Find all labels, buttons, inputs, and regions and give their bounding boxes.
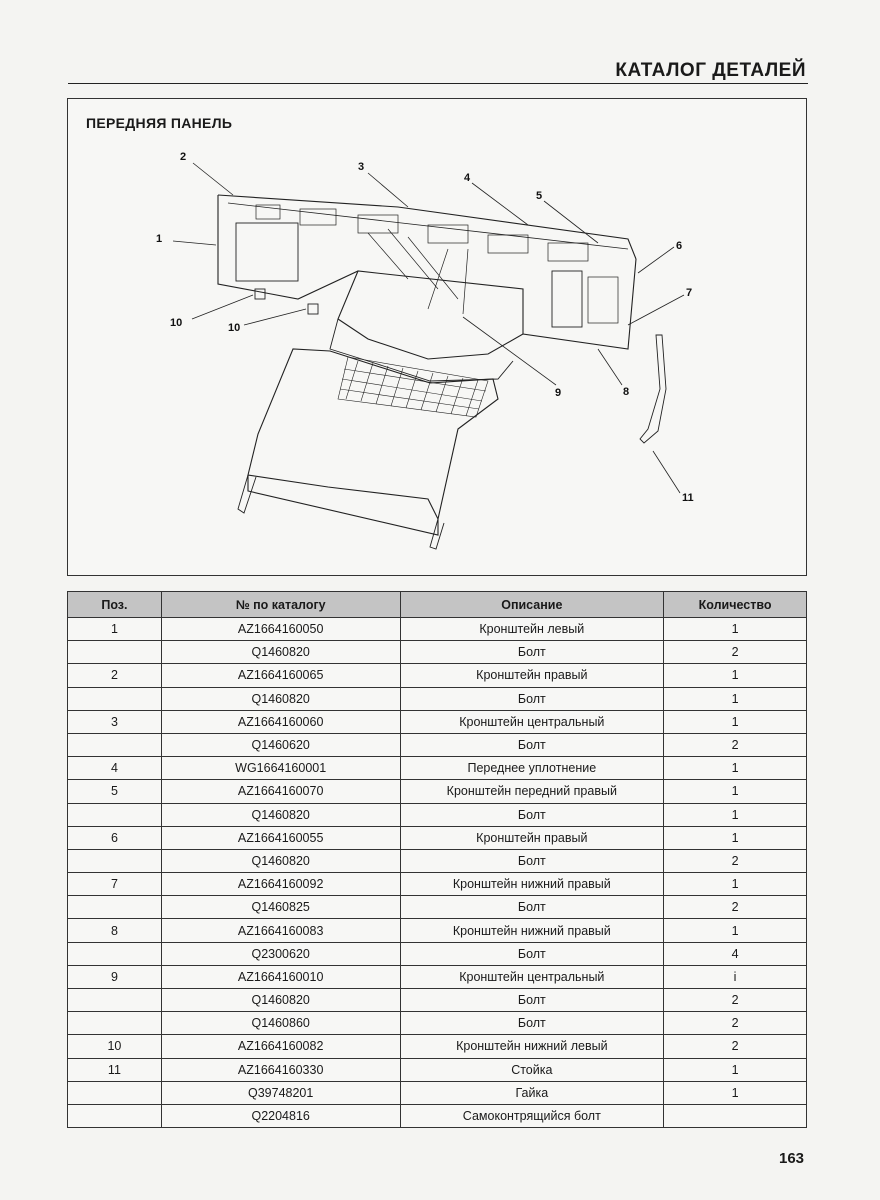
cell-position bbox=[68, 641, 162, 664]
floor-front-edge bbox=[248, 475, 438, 535]
cell-catalog-number: Q1460820 bbox=[161, 803, 400, 826]
table-row bbox=[68, 1012, 807, 1035]
cell-catalog-number: WG1664160001 bbox=[161, 757, 400, 780]
table-row bbox=[68, 664, 807, 687]
cell-catalog-number: AZ1664160070 bbox=[161, 780, 400, 803]
cell-quantity: 1 bbox=[664, 757, 807, 780]
cell-catalog-number: Q39748201 bbox=[161, 1081, 400, 1104]
center-tunnel bbox=[338, 271, 523, 359]
cell-position: 7 bbox=[68, 873, 162, 896]
table-row bbox=[68, 641, 807, 664]
leader-lines bbox=[173, 163, 684, 493]
front-panel-diagram bbox=[68, 99, 806, 575]
dashboard-lower-edge bbox=[218, 195, 636, 349]
cell-quantity: 1 bbox=[664, 780, 807, 803]
table-row bbox=[68, 733, 807, 756]
table-row bbox=[68, 873, 807, 896]
cell-quantity: 1 bbox=[664, 710, 807, 733]
cell-catalog-number: Q1460860 bbox=[161, 1012, 400, 1035]
table-row bbox=[68, 965, 807, 988]
column-header-position: Поз. bbox=[68, 592, 162, 618]
cell-quantity: 1 bbox=[664, 1081, 807, 1104]
table-row bbox=[68, 919, 807, 942]
cell-description: Кронштейн передний правый bbox=[400, 780, 664, 803]
cell-catalog-number: Q1460620 bbox=[161, 733, 400, 756]
page-header-title: КАТАЛОГ ДЕТАЛЕЙ bbox=[615, 60, 806, 81]
table-header-row bbox=[68, 592, 807, 618]
cell-position: 4 bbox=[68, 757, 162, 780]
cell-description: Болт bbox=[400, 849, 664, 872]
dashboard-details bbox=[256, 205, 618, 323]
cell-quantity: 2 bbox=[664, 641, 807, 664]
cell-catalog-number: Q1460820 bbox=[161, 641, 400, 664]
cell-catalog-number: AZ1664160050 bbox=[161, 618, 400, 641]
left-skirt bbox=[238, 475, 256, 513]
cell-position bbox=[68, 1012, 162, 1035]
callout-1: 1 bbox=[156, 233, 163, 245]
cell-catalog-number: Q2300620 bbox=[161, 942, 400, 965]
cell-description: Самоконтрящийся болт bbox=[400, 1104, 664, 1127]
callout-10a: 10 bbox=[170, 317, 183, 329]
cell-description: Переднее уплотнение bbox=[400, 757, 664, 780]
cell-description: Кронштейн правый bbox=[400, 826, 664, 849]
cell-quantity: 2 bbox=[664, 733, 807, 756]
cell-description: Болт bbox=[400, 733, 664, 756]
callout-11: 11 bbox=[682, 492, 694, 504]
floor-outline bbox=[248, 349, 498, 519]
cell-position bbox=[68, 687, 162, 710]
bracket-10b bbox=[308, 304, 318, 314]
cell-description: Кронштейн нижний правый bbox=[400, 873, 664, 896]
cell-quantity: 1 bbox=[664, 919, 807, 942]
cell-position: 9 bbox=[68, 965, 162, 988]
bracket-10a bbox=[255, 289, 265, 299]
callout-7: 7 bbox=[686, 287, 693, 299]
cell-position bbox=[68, 989, 162, 1012]
callout-4: 4 bbox=[464, 172, 471, 184]
cell-description: Болт bbox=[400, 641, 664, 664]
table-row bbox=[68, 1058, 807, 1081]
cell-description: Болт bbox=[400, 942, 664, 965]
cell-position: 11 bbox=[68, 1058, 162, 1081]
table-row bbox=[68, 710, 807, 733]
cell-catalog-number: AZ1664160010 bbox=[161, 965, 400, 988]
parts-table-body bbox=[68, 618, 807, 1128]
header-rule bbox=[68, 83, 808, 84]
cell-quantity: 1 bbox=[664, 803, 807, 826]
cell-position bbox=[68, 942, 162, 965]
page-number: 163 bbox=[779, 1150, 805, 1167]
cell-position: 10 bbox=[68, 1035, 162, 1058]
cell-description: Болт bbox=[400, 1012, 664, 1035]
table-row bbox=[68, 1035, 807, 1058]
cell-quantity: 2 bbox=[664, 1012, 807, 1035]
table-row bbox=[68, 803, 807, 826]
cell-catalog-number: AZ1664160065 bbox=[161, 664, 400, 687]
callout-9: 9 bbox=[555, 387, 562, 399]
cell-position: 2 bbox=[68, 664, 162, 687]
figure-title: ПЕРЕДНЯЯ ПАНЕЛЬ bbox=[86, 115, 233, 131]
cell-description: Кронштейн центральный bbox=[400, 710, 664, 733]
table-row bbox=[68, 849, 807, 872]
column-header-description: Описание bbox=[400, 592, 664, 618]
column-header-quantity: Количество bbox=[664, 592, 807, 618]
pillar-11 bbox=[640, 335, 666, 443]
floor-mat bbox=[338, 357, 488, 417]
table-row bbox=[68, 942, 807, 965]
cell-position bbox=[68, 849, 162, 872]
cell-catalog-number: AZ1664160060 bbox=[161, 710, 400, 733]
table-row bbox=[68, 687, 807, 710]
cell-catalog-number: AZ1664160330 bbox=[161, 1058, 400, 1081]
left-glovebox-panel bbox=[236, 223, 298, 281]
figure-frame bbox=[67, 98, 807, 576]
cell-quantity: 2 bbox=[664, 1035, 807, 1058]
cell-quantity: 2 bbox=[664, 989, 807, 1012]
callout-5: 5 bbox=[536, 190, 543, 202]
column-header-catalog-number: № по каталогу bbox=[161, 592, 400, 618]
cell-description: Болт bbox=[400, 803, 664, 826]
table-row bbox=[68, 618, 807, 641]
cell-description: Болт bbox=[400, 896, 664, 919]
cell-position bbox=[68, 1081, 162, 1104]
cell-quantity bbox=[664, 1104, 807, 1127]
cell-position bbox=[68, 733, 162, 756]
cell-catalog-number: AZ1664160092 bbox=[161, 873, 400, 896]
table-row bbox=[68, 1104, 807, 1127]
cell-catalog-number: Q1460825 bbox=[161, 896, 400, 919]
cell-quantity: 1 bbox=[664, 826, 807, 849]
cell-description: Кронштейн правый bbox=[400, 664, 664, 687]
cell-description: Стойка bbox=[400, 1058, 664, 1081]
cell-description: Кронштейн левый bbox=[400, 618, 664, 641]
cell-description: Кронштейн центральный bbox=[400, 965, 664, 988]
cell-catalog-number: AZ1664160055 bbox=[161, 826, 400, 849]
table-row bbox=[68, 780, 807, 803]
cell-position: 5 bbox=[68, 780, 162, 803]
callout-6: 6 bbox=[676, 240, 683, 252]
cell-quantity: i bbox=[664, 965, 807, 988]
cell-position: 3 bbox=[68, 710, 162, 733]
callout-2: 2 bbox=[180, 151, 187, 163]
cell-quantity: 1 bbox=[664, 1058, 807, 1081]
cell-quantity: 1 bbox=[664, 687, 807, 710]
parts-table bbox=[67, 591, 807, 1128]
cell-position: 6 bbox=[68, 826, 162, 849]
dashboard-top-edge bbox=[218, 195, 636, 259]
cell-position bbox=[68, 896, 162, 919]
table-row bbox=[68, 1081, 807, 1104]
callout-10b: 10 bbox=[228, 322, 241, 334]
cell-quantity: 1 bbox=[664, 873, 807, 896]
table-row bbox=[68, 896, 807, 919]
table-row bbox=[68, 826, 807, 849]
cell-position bbox=[68, 803, 162, 826]
cell-catalog-number: Q1460820 bbox=[161, 849, 400, 872]
cell-description: Болт bbox=[400, 989, 664, 1012]
cell-description: Гайка bbox=[400, 1081, 664, 1104]
cell-catalog-number: Q2204816 bbox=[161, 1104, 400, 1127]
cell-catalog-number: AZ1664160082 bbox=[161, 1035, 400, 1058]
callout-8: 8 bbox=[623, 386, 630, 398]
cell-description: Болт bbox=[400, 687, 664, 710]
cell-position: 1 bbox=[68, 618, 162, 641]
cell-quantity: 1 bbox=[664, 618, 807, 641]
cell-quantity: 4 bbox=[664, 942, 807, 965]
cell-catalog-number: Q1460820 bbox=[161, 687, 400, 710]
cell-catalog-number: AZ1664160083 bbox=[161, 919, 400, 942]
cell-catalog-number: Q1460820 bbox=[161, 989, 400, 1012]
cell-position bbox=[68, 1104, 162, 1127]
cell-position: 8 bbox=[68, 919, 162, 942]
cell-quantity: 2 bbox=[664, 849, 807, 872]
cell-quantity: 2 bbox=[664, 896, 807, 919]
table-row bbox=[68, 989, 807, 1012]
cell-description: Кронштейн нижний правый bbox=[400, 919, 664, 942]
table-row bbox=[68, 757, 807, 780]
cell-quantity: 1 bbox=[664, 664, 807, 687]
cell-description: Кронштейн нижний левый bbox=[400, 1035, 664, 1058]
right-glovebox-panel bbox=[552, 271, 582, 327]
callout-3: 3 bbox=[358, 161, 365, 173]
